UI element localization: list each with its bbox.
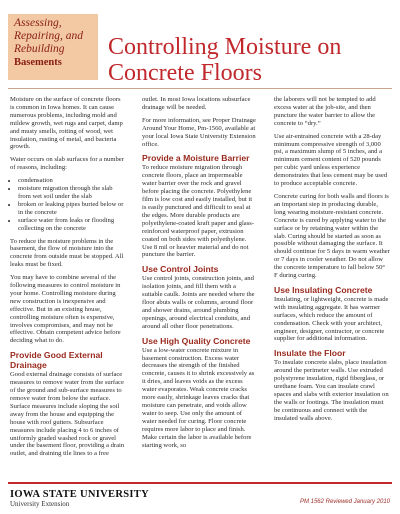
series-line-3: Rebuilding [14,43,65,55]
section-heading: Provide a Moisture Barrier [142,153,250,164]
paragraph: To reduce moisture migration through concrete floors, place an impermeable water barrier over the rock and gravel before placing the concrete. Polyethylene film is low cost and easily installed, but it is easily punctured and difficult to seal at the edges. More durable products are polyethylene-coated kraft paper and glass-reinforced waterproof paper, extrusion coated on both sides with polyethylene. Use 8 mil or heavier material and do not puncture the barrier. [142,164,255,259]
paragraph: Moisture on the surface of concrete floors is common in Iowa homes. It can cause numerous problems, including mold and mildew growth, wet rugs and carpet, damp and musty smells, rotting of wood, wet insulation, rusting of metal, and bacteria growth. [10,96,123,151]
paragraph: Use a low-water concrete mixture in basement construction. Excess water decreases the strength of the finished concrete, causes it to shrink excessively as it dries, and leaves voids as the excess water evaporates. Weak concrete cracks more easily, shrinkage leaves cracks that moisture can penetrate, and voids allow water to seep. Use only the amount of water needed for curing. Floor concrete requires more labor to place and finish. Make certain the labor is available before starting work, so [142,346,255,449]
university-logo [10,489,149,509]
bullet-list [10,177,126,232]
column-2 [142,96,258,454]
title-line-2: Concrete Floors [108,60,262,87]
section-heading: Use Insulating Concrete [274,284,373,295]
paragraph: To reduce the moisture problems in the basement, the flow of moisture into the concrete from outside must be stopped. All leaks must be fixed. [10,237,124,269]
column-1 [10,96,126,463]
university-name: IOWA STATE UNIVERSITY [10,489,149,500]
publication-info: PM 1562 Reviewed January 2010 [299,499,390,505]
paragraph: Water occurs on slab surfaces for a number of reasons, including: [10,156,124,172]
header [0,0,400,88]
footer-rule [8,482,392,484]
title-line-1: Controlling Moisture on [108,34,342,61]
column-3 [274,96,390,428]
list-item: • moisture migration through the slab from wet soil under the slab [18,185,126,201]
list-item: • condensation [18,177,126,185]
series-line-1: Assessing, [14,17,62,29]
paragraph: Concrete curing for both walls and floors is an important step in producing durable, long wearing moisture-resistant concrete. Concrete is cured by applying water to the surface or by retaining water within the slab. Curing should be started as soon as possible without damaging the surface. It should continue for 5 days in warm weather or 7 days in cooler weather. Do not allow the concrete temperature to fall below 50° F during curing. [274,192,390,280]
series-line-4: Basements [14,57,62,68]
section-heading: Insulate the Floor [274,348,346,359]
page-title [108,34,393,86]
paragraph: outlet. In most Iowa locations subsurface drainage will be needed. [142,96,251,111]
paragraph: For more information, see Proper Drainage Around Your Home, Pm-1560, available at your local Iowa State University Extension office. [142,116,256,148]
header-rule [8,88,392,89]
section-heading: Use Control Joints [142,264,219,275]
section-heading: Provide Good External Drainage [10,350,103,371]
paragraph: Good external drainage consists of surface measures to remove water from the surface of the ground and sub-surface measures to remove water from below the surface. Surface measures include sloping the soil away from the house and equipping the house with roof gutters. Subsurface measures include placing 4 to 6 inches of uniformly graded washed rock or gravel under the basement floor, providing a drain outlet, and draining tile lines to a free [10,371,125,458]
section-heading: Use High Quality Concrete [142,335,251,346]
paragraph: the laborers will not be tempted to add excess water at the job-site, and then puncture the water barrier to allow the concrete to “dry.” [274,96,376,127]
series-line-2: Repairing, and [14,30,83,42]
paragraph: You may have to combine several of the following measures to control moisture in your home. Controlling moisture during new construction is inexpensive and effective. But in an existing house, controlling moisture often is expensive, involves compromises, and may not be effective. Obtain competent advice before deciding what to do. [10,274,121,345]
list-item: • surface water from leaks or flooding collecting on the concrete [18,217,126,233]
list-item: • broken or leaking pipes buried below or in the concrete [18,201,126,217]
paragraph: Use air-entrained concrete with a 28-day minimum compressive strength of 3,000 psi, a maximum slump of 5 inches, and a minimum cement content of 520 pounds per cubic yard unless experience demonstrates that less cement may be used to produce acceptable concrete. [274,132,388,188]
paragraph: Insulating, or lightweight, concrete is made with insulating aggregate. It has warmer surfaces, which reduce the amount of condensation. Check with your architect, engineer, designer, contractor, or concrete supplier for additional information. [274,295,389,343]
series-box [8,14,98,80]
paragraph: Use control joints, construction joints, and isolation joints, and fill them with a suitable caulk. Joints are needed where the floor abuts walls or columns, around floor and shower drains, around plumbing openings, around electrical conduits, and around all other floor penetrations. [142,275,255,330]
extension-name: University Extension [10,500,70,508]
paragraph: To insulate concrete slabs, place insulation around the perimeter walls. Use extruded polystyrene insulation, rigid fiberglass, or urethane foam. You can insulate crawl spaces and slabs with exterior insulation on the walls or footings. The insulation must be continuous and connect with the insulated walls above. [274,359,389,422]
